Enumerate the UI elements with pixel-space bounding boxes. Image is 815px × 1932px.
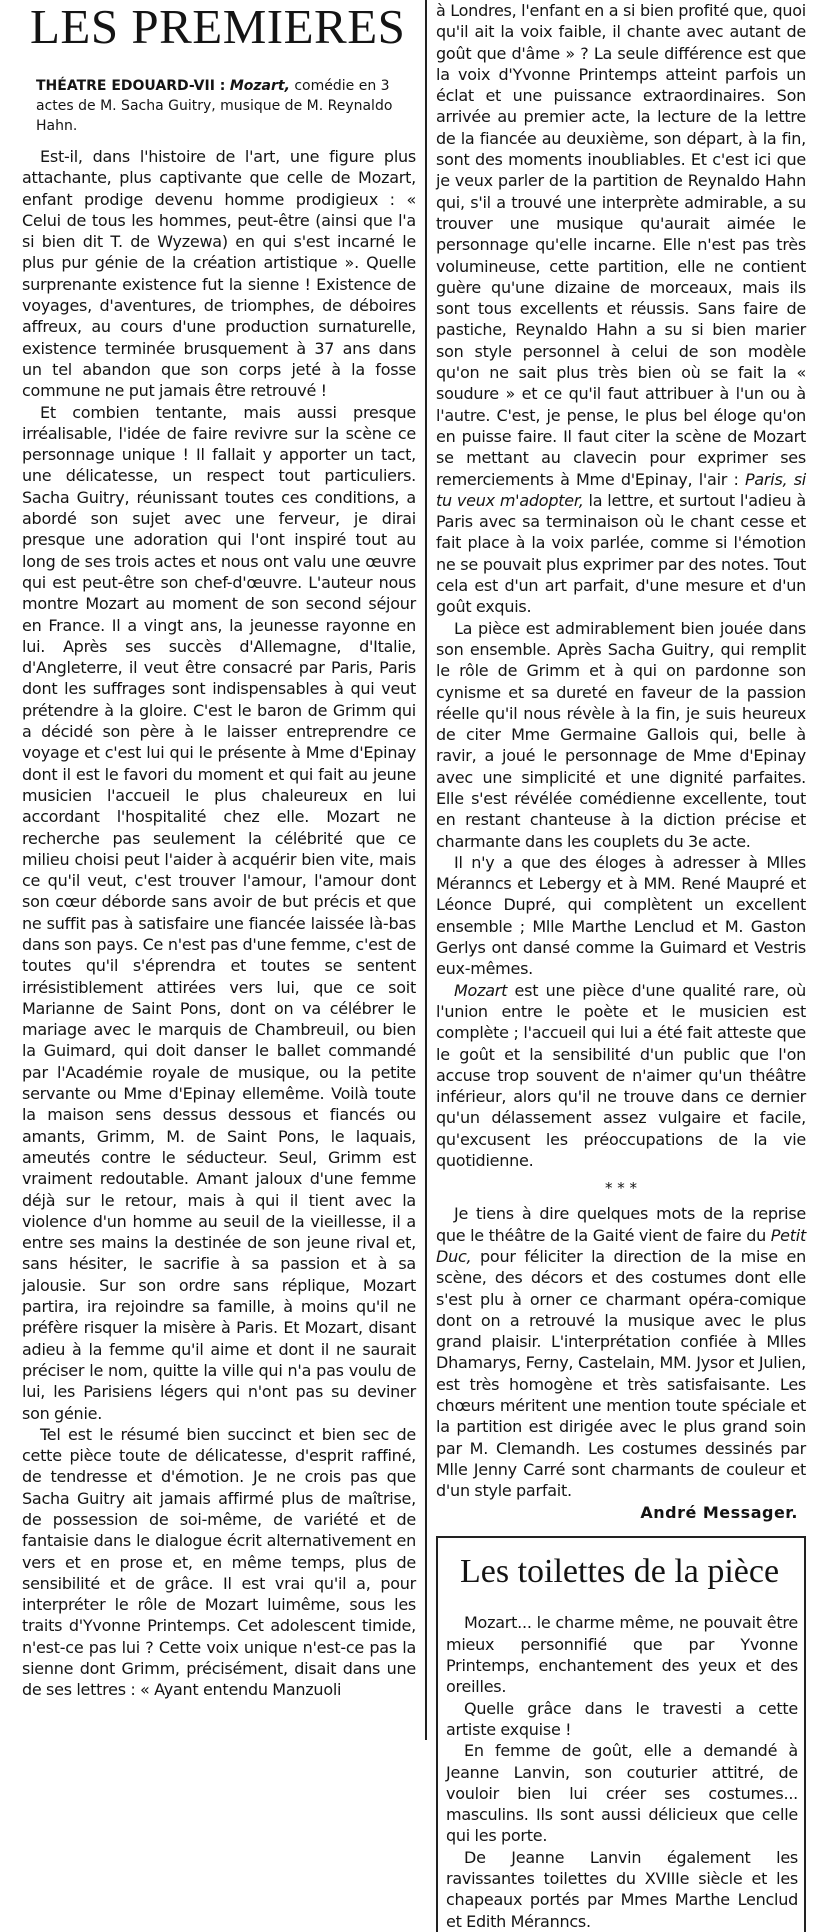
left-column	[22, 0, 416, 1701]
credit-play-title: Mozart,	[229, 78, 290, 94]
conclusion-text: est une pièce d'une qualité rare, où l'union entre le poète et le musicien est complète ; l'accueil qui lui a été fait atteste que le goût et la sensibilité d'un public que l'on accuse trop souvent de n'aimer qu'un théâtre inférieur, alors qu'il ne trouve dans ce dernier qu'un délassement assez vulgaire et facile, qu'excusent les préoccupations de la vie quotidienne.	[436, 980, 807, 1171]
paragraph-conclusion	[436, 980, 806, 1172]
box-paragraph: En femme de goût, elle a demandé à Jeanne Lanvin, son couturier attitré, de vouloir bien lui créer ses costumes... masculins. Ils sont aussi délicieux que celle qui les porte.	[446, 1741, 798, 1846]
column-divider	[425, 0, 427, 1740]
petit-duc-title: Petit Duc,	[436, 1225, 806, 1266]
gaite-text-a: Je tiens à dire quelques mots de la reprise que le théâtre de la Gaité vient de faire du	[436, 1204, 806, 1245]
toilettes-box	[436, 1536, 806, 1931]
box-paragraph: Quelle grâce dans le travesti a cette artiste exquise !	[446, 1698, 798, 1739]
section-asterism: * * *	[604, 1179, 638, 1198]
box-title: Les toilettes de la pièce	[460, 1553, 780, 1591]
review-credit	[36, 76, 416, 136]
paragraph-intro: Est-il, dans l'histoire de l'art, une figure plus attachante, plus captivante que celle de Mozart, enfant prodige devenu homme prodigieux : « Celui de tous les hommes, peut-être (ainsi que l'a si bien dit T. de Wyzewa) en qui s'est incarné le plus pur génie de la création artistique ». Quelle surprenante existence fut la sienne ! Existence de voyages, d'aventures, de triomphes, de déboires affreux, au cours d'une production surnaturelle, existence terminée brusquement à 37 ans dans un tel abandon que son corps jeté à la fosse commune ne put jamais être retrouvé !	[22, 147, 416, 401]
headline: LES PREMIERES	[30, 0, 406, 54]
credit-theatre: THÉATRE EDOUARD-VII :	[36, 78, 226, 94]
box-paragraph: De Jeanne Lanvin également les ravissantes toilettes du XVIIIe siècle et les chapeaux portés par Mmes Marthe Lenclud et Edith Méranncs.	[446, 1847, 798, 1931]
continuation-text-2: la lettre, et surtout l'adieu à Paris avec sa terminaison où le chant cesse et fait place à la voix parlée, comme si l'émotion ne se pouvait plus exprimer par des notes. Tout cela est d'un art parfait, d'une mesure et d'un goût exquis.	[436, 490, 806, 617]
air-title: Paris, si tu veux m'adopter,	[436, 469, 806, 510]
right-column	[436, 0, 806, 1932]
paragraph-eloges: Il n'y a que des éloges à adresser à Mlles Méranncs et Lebergy et à MM. René Maupré et Léonce Dupré, qui complètent un excellent ensemble ; Mlle Marthe Lenclud et M. Gaston Gerlys ont dansé comme la Guimard et Vestris eux-mêmes.	[436, 852, 806, 979]
continuation-text: à Londres, l'enfant en a si bien profité que, quoi qu'il ait la voix faible, il chante avec autant de goût que d'âme » ? La seule différence est que la voix d'Yvonne Printemps atteint parfois un éclat et une puissance extraordinaires. Son arrivée au premier acte, la lecture de la lettre de la fiancée au deuxième, son départ, à la fin, sont des moments inoubliables. Et c'est ici que je veux parler de la partition de Reynaldo Hahn qui, s'il a trouvé une interprète admirable, a su trouver une musique qu'aurait aimée le personnage qu'elle incarne. Elle n'est pas très volumineuse, cette partition, elle ne contient guère qu'une dizaine de morceaux, mais ils sont tous excellents et réussis. Sans faire de pastiche, Reynaldo Hahn a su si bien marier son style personnel à celui de son modèle qu'on ne sait plus très bien où se fait la « soudure » et ce qu'il faut attribuer à l'un ou à l'autre. C'est, je pense, le plus bel éloge qu'on en puisse faire. Il faut citer la scène de Mozart se mettant au clavecin pour exprimer ses remerciements à Mme d'Epinay, l'air :	[436, 1, 806, 489]
paragraph-cast: La pièce est admirablement bien jouée dans son ensemble. Après Sacha Guitry, qui remplit le rôle de Grimm et à qui on pardonne son cynisme et sa dureté en faveur de la passion réelle qu'il nous révèle à la fin, je suis heureux de citer Mme Germaine Gallois qui, belle à ravir, a joué le personnage de Mme d'Epinay avec une simplicité et une dignité parfaites. Elle s'est révélée comédienne excellente, tout en restant chanteuse à la diction précise et charmante dans les couplets du 3e acte.	[436, 618, 806, 851]
box-paragraph: Mozart... le charme même, ne pouvait être mieux personnifié que par Yvonne Printemps, enchantement des yeux et des oreilles.	[446, 1613, 798, 1697]
gaite-text-b: pour féliciter la direction de la mise en scène, des décors et des costumes dont elle s'est plu à orner ce charmant opéra-comique dont on a retrouvé la musique avec le plus grand plaisir. L'interprétation confiée à Mlles Dhamarys, Ferny, Castelain, MM. Jysor et Julien, est très homogène et très satisfaisante. Les chœurs méritent une mention toute spéciale et la partition est dirigée avec le plus grand soin par M. Clemandh. Les costumes dessinés par Mlle Jenny Carré sont charmants de couleur et d'un style parfait.	[436, 1246, 806, 1501]
paragraph-synopsis: Et combien tentante, mais aussi presque irréalisable, l'idée de faire revivre sur la scène ce personnage unique ! Il fallait y apporter un tact, une délicatesse, un respect tout particuliers. Sacha Guitry, réunissant toutes ces conditions, a abordé son sujet avec une ferveur, je dirai presque une adoration qui l'ont inspiré tout au long de ses trois actes et nous ont valu une œuvre qui est peut-être son chef-d'œuvre. L'auteur nous montre Mozart au moment de son second séjour en France. Il a vingt ans, la jeunesse rayonne en lui. Après ses succès d'Allemagne, d'Italie, d'Angleterre, il veut être consacré par Paris, Paris dont les suffrages sont indispensables à qui veut prétendre à la gloire. C'est le baron de Grimm qui a décidé son père à le laisser entreprendre ce voyage et c'est lui qui le présente à Mme d'Epinay dont il est le favori du moment et qui fait au jeune musicien l'accueil le plus chaleureux en lui accordant l'hospitalité chez elle. Mozart ne recherche pas seulement la célébrité que ce milieu choisi peut l'aider à acquérir bien vite, mais ce qu'il veut, c'est trouver l'amour, l'amour dont son cœur déborde sans avoir de but précis et que ne suffit pas à satisfaire une fiancée laissée là-bas dans son pays. Ce n'est pas d'une femme, c'est de toutes qu'il s'éprendra et toutes se sentent irrésistiblement attirées vers lui, que ce soit Marianne de Saint Pons, dont on va célébrer le mariage avec le marquis de Chambreuil, ou bien la Guimard, qui doit danser le ballet commandé par l'Académie royale de musique, ou la petite servante ou Mme d'Epinay ellemême. Voilà toute la maison sens dessus dessous et fiancés ou amants, Grimm, M. de Saint Pons, le laquais, ameutés contre le séducteur. Seul, Grimm est vraiment redoutable. Amant jaloux d'une femme déjà sur le retour, mais à qui il tient avec la violence d'un homme au seuil de la vieillesse, il a entre ses mains la destinée de son jeune rival et, sans hésiter, le sacrifie à sa passion et à sa jalousie. Sur son ordre sans réplique, Mozart partira, ira rejoindre sa famille, à moins qu'il ne préfère risquer la misère à Paris. Et Mozart, disant adieu à la femme qu'il aime et dont il ne saurait préciser le nom, quitte la ville qui n'a pas voulu de lui, les Parisiens légers qui n'ont pas su deviner son génie.	[22, 402, 416, 1423]
author-signature: André Messager.	[640, 1503, 798, 1523]
credit-details: comédie en 3 actes de M. Sacha Guitry, musique de M. Reynaldo Hahn.	[36, 78, 393, 134]
mozart-title: Mozart	[454, 980, 508, 1000]
paragraph-gaite	[436, 1203, 806, 1501]
paragraph-continuation	[436, 0, 806, 618]
paragraph-summary: Tel est le résumé bien succinct et bien sec de cette pièce toute de délicatesse, d'esprit raffiné, de tendresse et d'émotion. Je ne crois pas que Sacha Guitry ait jamais affirmé plus de maîtrise, de possession de soi-même, de variété et de fantaisie dans le dialogue écrit alternativement en vers et en prose et, en même temps, plus de sensibilité et de grâce. Il est vrai qu'il a, pour interpréter le rôle de Mozart luimême, sous les traits d'Yvonne Printemps. Cet adolescent timide, n'est-ce pas lui ? Cette voix unique n'est-ce pas la sienne dont Grimm, précisément, disait dans une de ses lettres : « Ayant entendu Manzuoli	[22, 1424, 416, 1700]
